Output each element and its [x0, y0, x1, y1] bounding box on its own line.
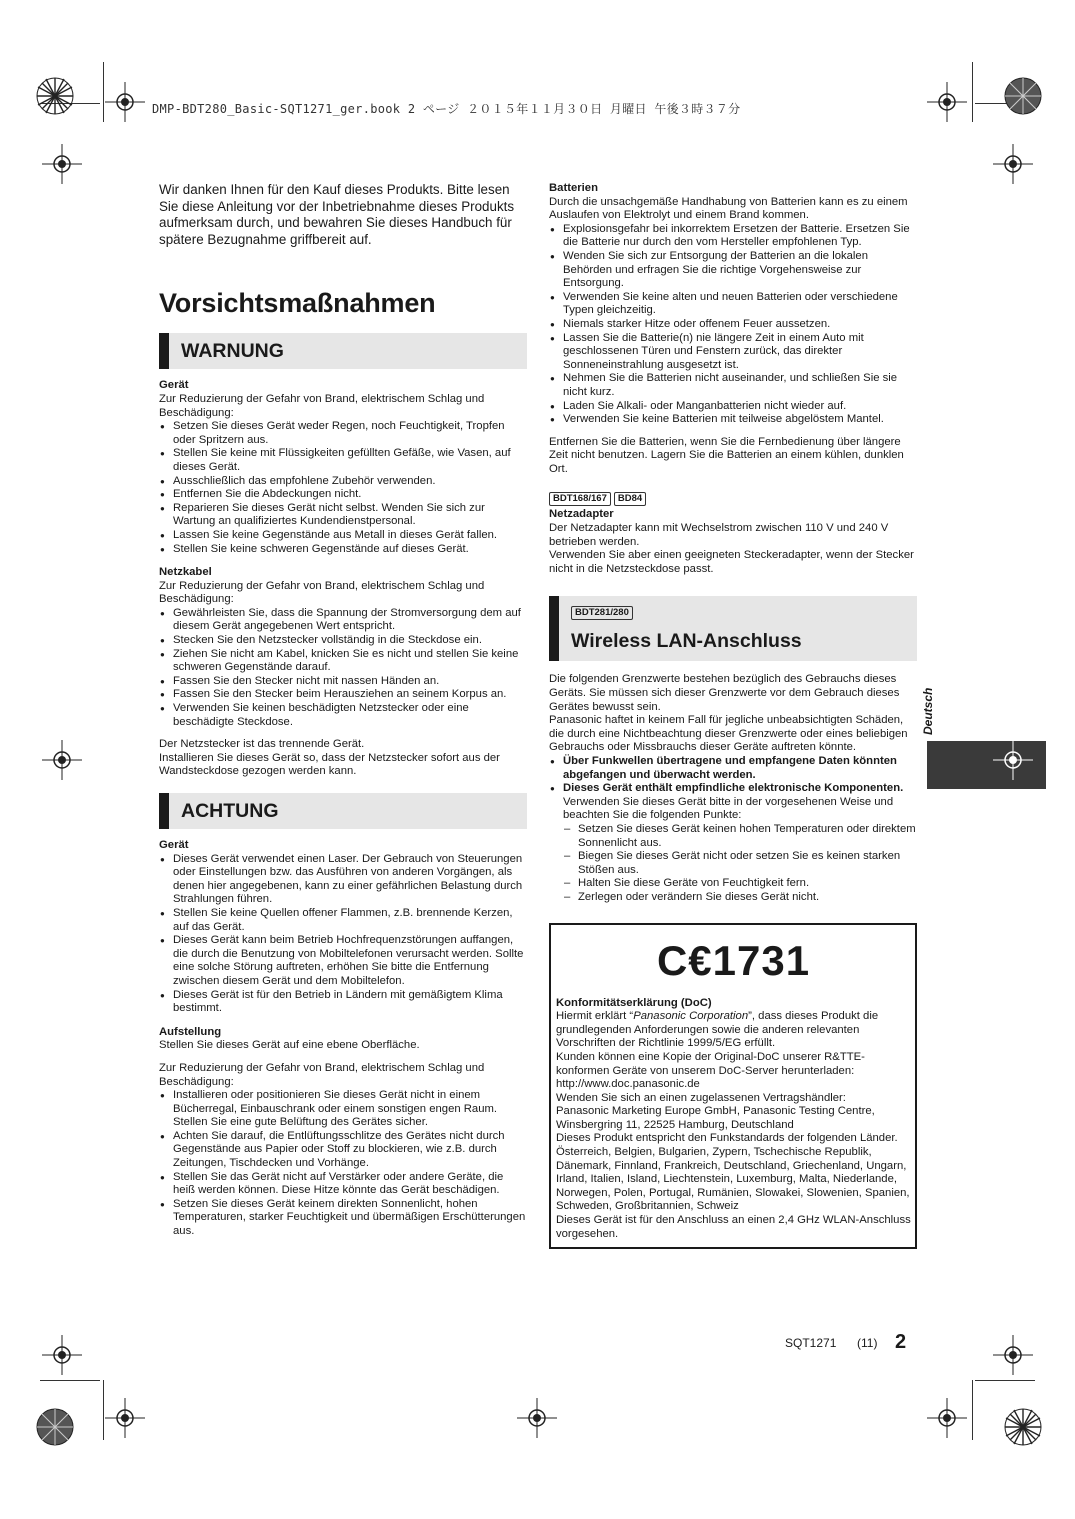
bullet-list [159, 1089, 527, 1239]
paragraph: Panasonic haftet in keinem Fall für jegliche unbeabsichtigten Schäden, die durch eine Nichtbeachtung dieser Grenzwerte oder eines beliebigen Gebrauchs oder Missbrauchs dieser Geräte auftreten könnte. [549, 714, 908, 754]
model-badges [549, 488, 917, 506]
list-item: ● Dieses Gerät enthält empfindliche elektronische Komponenten. [549, 782, 917, 796]
paragraph: Kunden können eine Kopie der Original-DoC unserer R&TTE-konformen Geräte von unserem DoC-Server herunterladen: [556, 1050, 865, 1077]
list-item: ● Reparieren Sie dieses Gerät nicht selbst. Wenden Sie sich zur Wartung an qualifiziertes Kundendienstpersonal. [159, 502, 527, 529]
paragraph: Der Netzstecker ist das trennende Gerät. [159, 738, 365, 751]
bullet-list [549, 755, 917, 796]
list-item: – Biegen Sie dieses Gerät nicht oder setzen Sie es keinen starken Stößen aus. [563, 850, 917, 877]
list-item: ● Gewährleisten Sie, dass die Spannung der Stromversorgung dem auf diesem Gerät angegebenen Wert entspricht. [159, 607, 527, 634]
print-rosette-icon [35, 1407, 75, 1447]
list-item: ● Setzen Sie dieses Gerät keinem direkten Sonnenlicht, hohen Temperaturen, starker Feuchtigkeit und übermäßigen Erschütterungen aus. [159, 1198, 527, 1239]
crop-mark [975, 1380, 1035, 1381]
list-item: ● Stellen Sie keine Quellen offener Flammen, z.B. brennende Kerzen, auf das Gerät. [159, 907, 527, 934]
list-item: ● Stecken Sie den Netzstecker vollständig in die Steckdose ein. [159, 634, 527, 648]
section-wlan-header [549, 596, 917, 661]
list-item: ● Verwenden Sie keine alten und neuen Batterien oder verschiedene Typen gleichzeitig. [549, 291, 917, 318]
section-achtung-title: ACHTUNG [159, 793, 527, 829]
ce-mark: C€1731 [656, 936, 811, 984]
bullet-list [549, 223, 917, 427]
list-item: ● Achten Sie darauf, die Entlüftungsschlitze des Gerätes nicht durch Gegenstände aus Papier oder Stoff zu blockieren, wie z.B. durch Zeitungen, Tischdecken und Vorhänge. [159, 1130, 527, 1171]
registration-mark-icon [42, 1335, 82, 1375]
paragraph: Installieren Sie dieses Gerät so, dass der Netzstecker sofort aus der Wandsteckdose gezogen werden kann. [159, 751, 500, 778]
paragraph: Dieses Produkt entspricht den Funkstandards der folgenden Länder. [556, 1132, 898, 1145]
crop-mark [972, 1380, 973, 1440]
paragraph: Dieses Gerät ist für den Anschluss an einen 2,4 GHz WLAN-Anschluss vorgesehen. [556, 1214, 911, 1240]
paragraph: Verwenden Sie dieses Gerät bitte in der vorgesehenen Weise und beachten Sie die folgenden Punkte: [563, 795, 894, 822]
list-item: – Zerlegen oder verändern Sie dieses Gerät nicht. [563, 891, 917, 905]
print-rosette-icon [1003, 1407, 1043, 1447]
print-header: DMP-BDT280_Basic-SQT1271_ger.book 2 ページ ２０１５年１１月３０日 月曜日 午後３時３７分 [152, 102, 741, 116]
left-column [159, 182, 527, 1239]
print-rosette-icon [35, 76, 75, 116]
paragraph: Stellen Sie dieses Gerät auf eine ebene Oberfläche. [159, 1039, 420, 1052]
subhead-aufstellung: Aufstellung [159, 1025, 222, 1038]
paragraph: Entfernen Sie die Batterien, wenn Sie die Fernbedienung über längere Zeit nicht benutzen. Lagern Sie die Batterien an einem kühlen, dunklen Ort. [549, 435, 904, 475]
side-language-label: Deutsch [921, 687, 935, 735]
doc-url: http://www.doc.panasonic.de [556, 1078, 700, 1091]
paragraph: Die folgenden Grenzwerte bestehen bezüglich des Gebrauchs dieses Geräts. Sie müssen sich dieser Grenzwerte vor dem Gebrauch dieses Gerätes bewusst sein. [549, 673, 900, 713]
list-item: – Setzen Sie dieses Gerät keinen hohen Temperaturen oder direktem Sonnenlicht aus. [563, 823, 917, 850]
print-rosette-icon [1003, 76, 1043, 116]
list-item: ● Verwenden Sie keine Batterien mit teilweise abgelöstem Mantel. [549, 413, 917, 427]
paragraph: Wenden Sie sich an einen zugelassenen Vertragshändler: [556, 1091, 846, 1104]
paragraph: Hiermit erklärt “Panasonic Corporation”, dass dieses Produkt die grundlegenden Anforderungen sowie die anderen relevanten Vorschriften der Richtlinie 1999/5/EG erfüllt. [556, 1010, 879, 1050]
page-title: Vorsichtsmaßnahmen [159, 288, 436, 319]
list-item: ● Stellen Sie keine mit Flüssigkeiten gefüllten Gefäße, wie Vasen, auf dieses Gerät. [159, 447, 527, 474]
registration-mark-icon [927, 82, 967, 122]
subhead-netzkabel: Netzkabel [159, 566, 212, 579]
subhead-netzadapter: Netzadapter [549, 508, 614, 521]
subhead-geraet: Gerät [159, 839, 189, 851]
model-badge: BDT281/280 [571, 606, 633, 620]
registration-mark-icon [993, 1335, 1033, 1375]
list-item: ● Über Funkwellen übertragene und empfangene Daten könnten abgefangen und überwacht werden. [549, 755, 917, 782]
paragraph: Der Netzadapter kann mit Wechselstrom zwischen 110 V und 240 V betrieben werden. [549, 522, 889, 548]
page-number: 2 [895, 1331, 907, 1353]
model-badge: BDT168/167 [549, 492, 611, 506]
right-column [549, 182, 917, 1249]
paragraph: Verwenden Sie aber einen geeigneten Steckeradapter, wenn der Stecker nicht in die Netzsteckdose passt. [549, 549, 914, 575]
crop-mark [103, 62, 104, 122]
list-item: ● Installieren oder positionieren Sie dieses Gerät nicht in einem Bücherregal, Einbauschrank oder einem sonstigen engen Raum. Stellen Sie eine gute Belüftung des Gerätes sicher. [159, 1089, 527, 1130]
registration-mark-icon [927, 1398, 967, 1438]
paragraph: Zur Reduzierung der Gefahr von Brand, elektrischem Schlag und Beschädigung: [159, 1061, 485, 1088]
list-item: ● Setzen Sie dieses Gerät weder Regen, noch Feuchtigkeit, Tropfen oder Spritzern aus. [159, 420, 527, 447]
paragraph: Zur Reduzierung der Gefahr von Brand, elektrischem Schlag und Beschädigung: [159, 392, 485, 419]
list-item: ● Ziehen Sie nicht am Kabel, knicken Sie es nicht und stellen Sie keine schweren Gegenstände darauf. [159, 648, 527, 675]
paragraph: Panasonic Marketing Europe GmbH, Panasonic Testing Centre, Winsbergring 11, 22525 Hamburg, Deutschland [556, 1105, 875, 1131]
list-item: ● Ausschließlich das empfohlene Zubehör verwenden. [159, 475, 527, 489]
list-item: ● Dieses Gerät kann beim Betrieb Hochfrequenzstörungen auffangen, die durch die Benutzung von Mobiltelefonen verursacht werden. Sollte eine solche Störung auftreten, erhöhen Sie bitte die Entfernung zwischen diesem Gerät und dem Mobiltelefon. [159, 934, 527, 988]
list-item: ● Entfernen Sie die Abdeckungen nicht. [159, 488, 527, 502]
list-item: ● Lassen Sie die Batterie(n) nie längere Zeit in einem Auto mit geschlossenen Türen und Fenstern zurück, das direkter Sonneneinstrahlung ausgesetzt ist. [549, 332, 917, 373]
crop-mark [40, 1380, 100, 1381]
list-item: ● Fassen Sie den Stecker nicht mit nassen Händen an. [159, 675, 527, 689]
registration-mark-icon [517, 1398, 557, 1438]
list-item: ● Explosionsgefahr bei inkorrektem Ersetzen der Batterie. Ersetzen Sie die Batterie nur durch den vom Hersteller empfohlenen Typ. [549, 223, 917, 250]
list-item: ● Dieses Gerät ist für den Betrieb in Ländern mit gemäßigtem Klima bestimmt. [159, 989, 527, 1016]
registration-mark-icon [993, 144, 1033, 184]
section-warnung-title: WARNUNG [159, 333, 527, 369]
subhead-geraet: Gerät [159, 379, 189, 392]
bullet-list [159, 607, 527, 729]
declaration-box [549, 923, 917, 1250]
company-name: Panasonic Corporation [633, 1010, 749, 1023]
list-item: ● Dieses Gerät verwendet einen Laser. Der Gebrauch von Steuerungen oder Einstellungen bzw. das Ausführen von anderen Vorgängen, als denen hier angegebenen, kann zu einer gefährlichen Belastung durch Strahlungen führen. [159, 853, 527, 907]
list-item: ● Lassen Sie keine Gegenstände aus Metall in dieses Gerät fallen. [159, 529, 527, 543]
list-item: ● Fassen Sie den Stecker beim Herausziehen an seinem Korpus an. [159, 688, 527, 702]
intro-text: Wir danken Ihnen für den Kauf dieses Produkts. Bitte lesen Sie diese Anleitung vor der Inbetriebnahme dieses Produkts aufmerksam durch, und bewahren Sie dieses Handbuch für spätere Bezugnahme griffbereit auf. [159, 182, 515, 247]
crop-mark [972, 62, 973, 122]
subhead-batterien: Batterien [549, 182, 598, 194]
list-item: ● Laden Sie Alkali- oder Manganbatterien nicht wieder auf. [549, 400, 917, 414]
registration-mark-icon [105, 1398, 145, 1438]
list-item: – Halten Sie diese Geräte von Feuchtigkeit fern. [563, 877, 917, 891]
subhead-doc: Konformitätserklärung (DoC) [556, 996, 712, 1009]
paragraph: Durch die unsachgemäße Handhabung von Batterien kann es zu einem Auslaufen von Elektrolyt und einem Brand kommen. [549, 195, 908, 222]
bullet-list [159, 853, 527, 1016]
registration-mark-icon [42, 144, 82, 184]
registration-mark-icon [42, 740, 82, 780]
paragraph: Zur Reduzierung der Gefahr von Brand, elektrischem Schlag und Beschädigung: [159, 579, 485, 606]
list-item: ● Niemals starker Hitze oder offenem Feuer aussetzen. [549, 318, 917, 332]
bullet-list [159, 420, 527, 556]
section-wlan-title: Wireless LAN-Anschluss [571, 630, 802, 653]
footer-page-ref: (11) [857, 1336, 878, 1350]
crop-mark [103, 1380, 104, 1440]
list-item: ● Verwenden Sie keinen beschädigten Netzstecker oder eine beschädigte Steckdose. [159, 702, 527, 729]
dash-list [549, 823, 917, 905]
list-item: ● Wenden Sie sich zur Entsorgung der Batterien an die lokalen Behörden und erfragen Sie die richtige Vorgehensweise zur Entsorgung. [549, 250, 917, 291]
registration-mark-icon [993, 740, 1033, 780]
list-item: ● Stellen Sie das Gerät nicht auf Verstärker oder andere Geräte, die heiß werden können. Diese Hitze könnte das Gerät beschädigen. [159, 1171, 527, 1198]
paragraph: Österreich, Belgien, Bulgarien, Zypern, Tschechische Republik, Dänemark, Finnland, Frankreich, Deutschland, Griechenland, Ungarn, Irland, Italien, Island, Liechtenstein, Luxemburg, Malta, Niederlande, Norwegen, Polen, Portugal, Rumänien, Slowakei, Slowenien, Spanien, Schweden, Großbritannien, Schweiz [556, 1146, 910, 1213]
list-item: ● Nehmen Sie die Batterien nicht auseinander, und schließen Sie sie nicht kurz. [549, 372, 917, 399]
footer-doc-code: SQT1271 [785, 1336, 837, 1350]
list-item: ● Stellen Sie keine schweren Gegenstände auf dieses Gerät. [159, 543, 527, 557]
model-badge: BD84 [614, 492, 646, 506]
registration-mark-icon [105, 82, 145, 122]
